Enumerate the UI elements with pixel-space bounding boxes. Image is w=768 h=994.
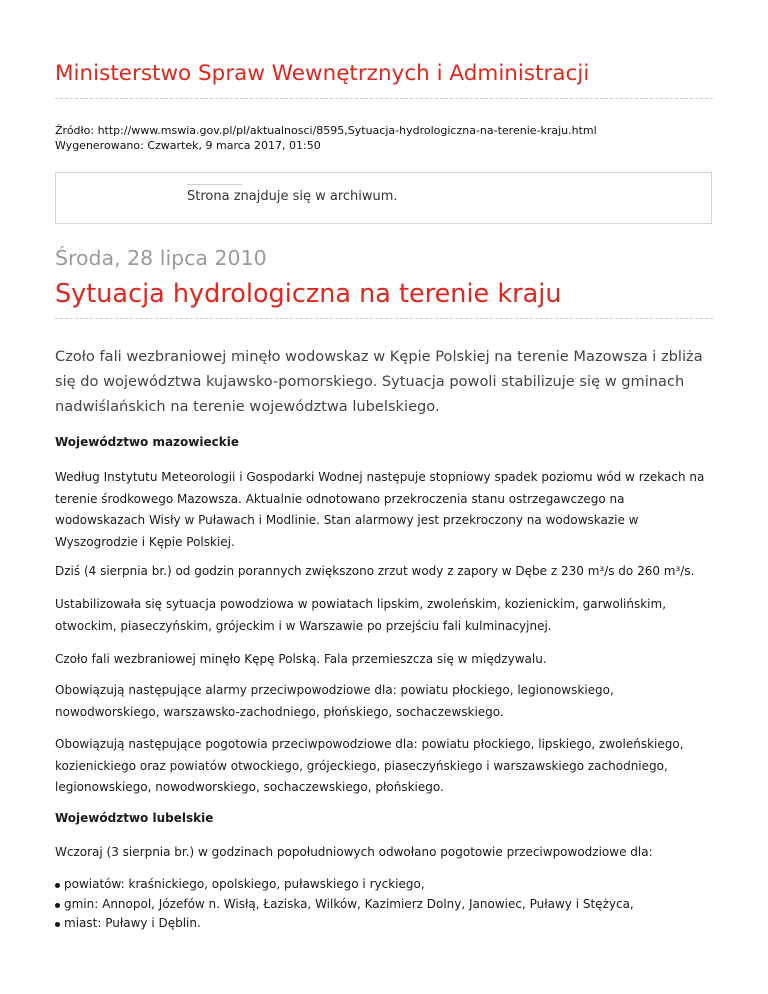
source-line: Źródło: http://www.mswia.gov.pl/pl/aktualnosci/8595,Sytuacja-hydrologiczna-na-terenie-kraju.html	[55, 124, 597, 137]
article-title: Sytuacja hydrologiczna na terenie kraju	[55, 279, 562, 309]
archive-notice	[55, 172, 712, 224]
header-divider	[55, 98, 713, 99]
site-title: Ministerstwo Spraw Wewnętrznych i Administracji	[55, 61, 590, 86]
section-heading-mazowieckie: Województwo mazowieckie	[55, 435, 239, 449]
list-item: powiatów: kraśnickiego, opolskiego, puławskiego i ryckiego,	[55, 875, 715, 895]
article-date: Środa, 28 lipca 2010	[55, 246, 267, 270]
print-meta	[55, 123, 597, 153]
archive-notice-text: Strona znajduje się w archiwum.	[187, 189, 398, 204]
archive-notice-rule	[187, 184, 242, 185]
paragraph: Obowiązują następujące alarmy przeciwpowodziowe dla: powiatu płockiego, legionowskiego, nowodworskiego, warszawsko-zachodniego, płońskiego, sochaczewskiego.	[55, 683, 614, 719]
list-item: gmin: Annopol, Józefów n. Wisłą, Łaziska, Wilków, Kazimierz Dolny, Janowiec, Puławy i Stężyca,	[55, 895, 715, 915]
list-item: miast: Puławy i Dęblin.	[55, 914, 715, 934]
title-divider	[55, 318, 713, 319]
bullet-list	[55, 875, 715, 934]
paragraph: Dziś (4 sierpnia br.) od godzin porannych zwiększono zrzut wody z zapory w Dębe z 230 m³/s do 260 m³/s.	[55, 564, 695, 578]
paragraph: Ustabilizowała się sytuacja powodziowa w powiatach lipskim, zwoleńskim, kozienickim, garwolińskim, otwockim, piaseczyńskim, grójeckim i w Warszawie po przejściu fali kulminacyjnej.	[55, 597, 667, 633]
paragraph: Według Instytutu Meteorologii i Gospodarki Wodnej następuje stopniowy spadek poziomu wód w rzekach na terenie środkowego Mazowsza. Aktualnie odnotowano przekroczenia stanu ostrzegawczego na wodowskazach Wisły w Puławach i Modlinie. Stan alarmowy jest przekroczony na wodowskazie w Wyszogrodzie i Kępie Polskiej.	[55, 470, 705, 549]
paragraph: Obowiązują następujące pogotowia przeciwpowodziowe dla: powiatu płockiego, lipskiego, zwoleńskiego, kozienickiego oraz powiatów otwockiego, grójeckiego, piaseczyńskiego i warszawskiego zachodniego, legionowskiego, nowodworskiego, sochaczewskiego, płońskiego.	[55, 737, 684, 794]
generated-line: Wygenerowano: Czwartek, 9 marca 2017, 01:50	[55, 139, 321, 152]
article-lead: Czoło fali wezbraniowej minęło wodowskaz w Kępie Polskiej na terenie Mazowsza i zbliża się do województwa kujawsko-pomorskiego. Sytuacja powoli stabilizuje się w gminach nadwiślańskich na terenie województwa lubelskiego.	[55, 348, 703, 415]
section-heading-lubelskie: Województwo lubelskie	[55, 811, 214, 825]
paragraph: Czoło fali wezbraniowej minęło Kępę Polską. Fala przemieszcza się w międzywalu.	[55, 652, 547, 666]
paragraph: Wczoraj (3 sierpnia br.) w godzinach popołudniowych odwołano pogotowie przeciwpowodziowe dla:	[55, 845, 653, 859]
